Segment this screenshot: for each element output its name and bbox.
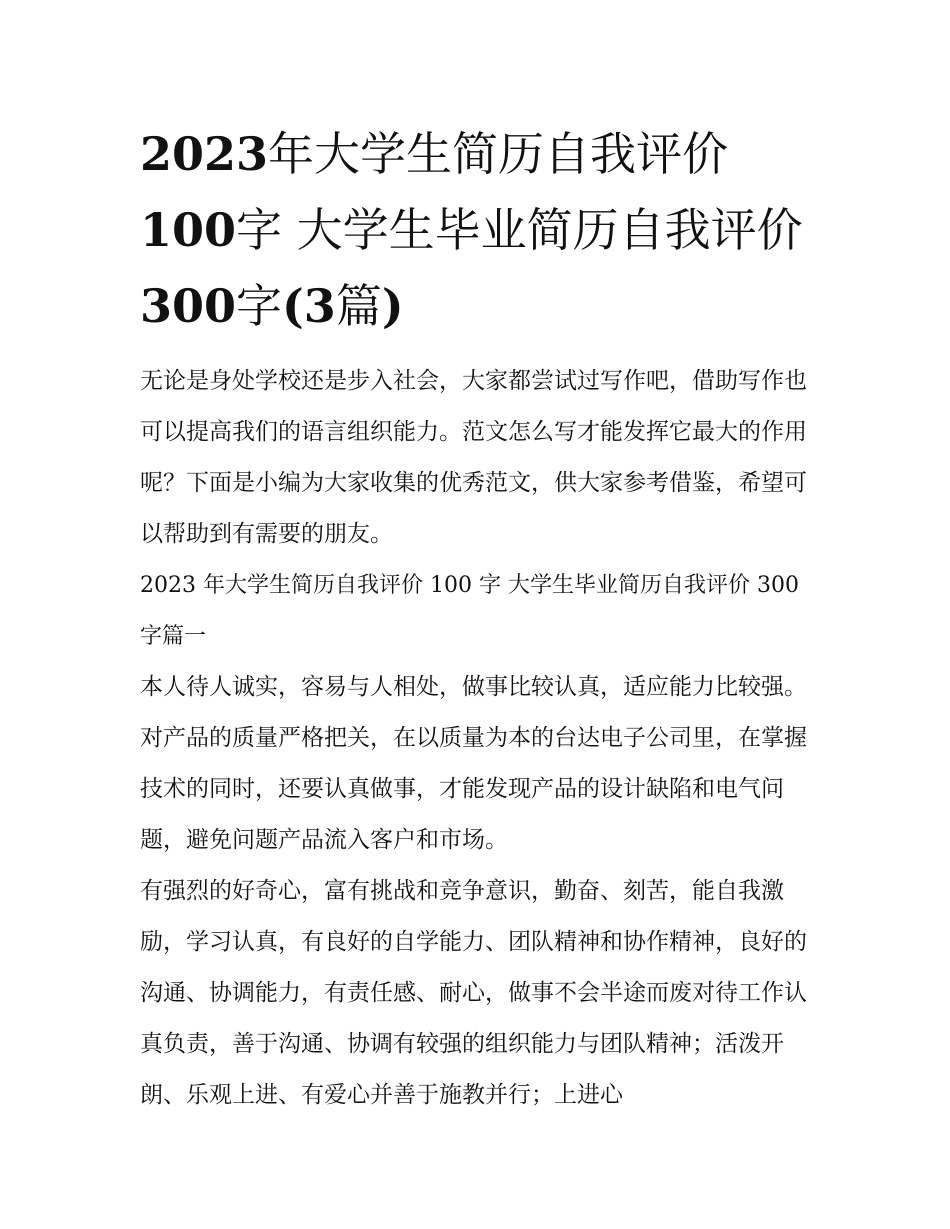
document-title: [140, 116, 820, 344]
title-part: 100: [140, 203, 237, 257]
title-part: 字 大学生毕业简历自我评价: [236, 203, 803, 257]
title-part: 2023: [140, 127, 269, 181]
body-paragraph-1: 本人待人诚实，容易与人相处，做事比较认真，适应能力比较强。对产品的质量严格把关，在以质量为本的台达电子公司里，在掌握技术的同时，还要认真做事，才能发现产品的设计缺陷和电气问题，避免问题产品流入客户和市场。: [140, 674, 807, 853]
document-body: [140, 356, 820, 1121]
title-part: 300: [140, 279, 237, 333]
body-paragraph-2: 有强烈的好奇心，富有挑战和竞争意识，勤奋、刻苦，能自我激励，学习认真，有良好的自学能力、团队精神和协作精神，良好的沟通、协调能力，有责任感、耐心，做事不会半途而废对待工作认真负责，善于沟通、协调有较强的组织能力与团队精神；活泼开朗、乐观上进、有爱心并善于施教并行；上进心: [140, 878, 807, 1108]
title-part: 年大学生简历自我评价: [268, 127, 729, 181]
title-part: 字: [236, 279, 283, 333]
intro-paragraph: 无论是身处学校还是步入社会，大家都尝试过写作吧，借助写作也可以提高我们的语言组织能力。范文怎么写才能发挥它最大的作用呢？下面是小编为大家收集的优秀范文，供大家参考借鉴，希望可以帮助到有需要的朋友。: [140, 368, 807, 547]
section-heading: 2023 年大学生简历自我评价 100 字 大学生毕业简历自我评价 300 字篇一: [140, 573, 799, 649]
title-part: ): [381, 279, 404, 333]
title-part: (3: [282, 279, 336, 333]
title-part: 篇: [335, 279, 382, 333]
